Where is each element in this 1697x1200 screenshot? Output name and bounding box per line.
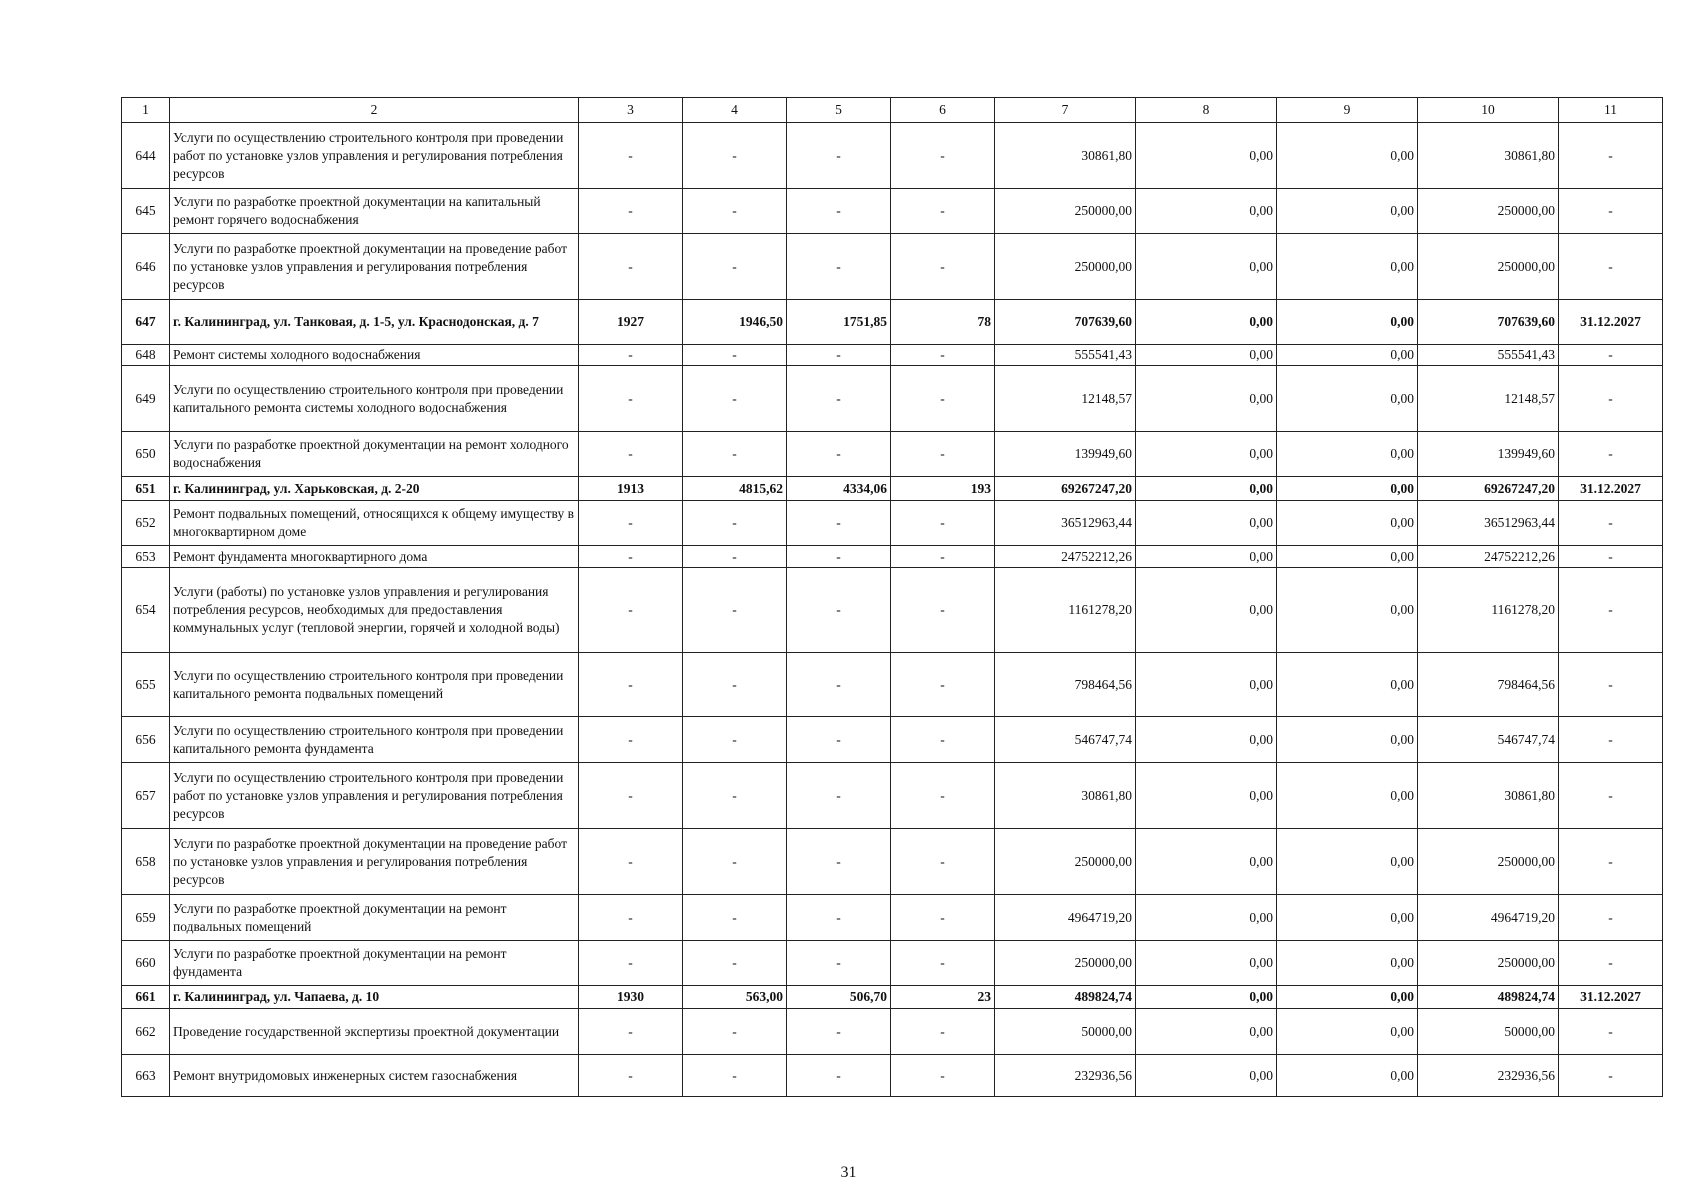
cell-col-11: - (1559, 123, 1663, 189)
cell-col-8: 0,00 (1136, 300, 1277, 345)
cell-col-8: 0,00 (1136, 895, 1277, 941)
cell-col-8: 0,00 (1136, 477, 1277, 501)
row-number: 654 (122, 568, 170, 653)
cell-col-6: - (891, 1009, 995, 1055)
cell-col-8: 0,00 (1136, 1055, 1277, 1097)
cell-col-3: 1930 (579, 986, 683, 1009)
cell-col-5: 1751,85 (787, 300, 891, 345)
cell-col-11: - (1559, 717, 1663, 763)
cell-col-10: 4964719,20 (1418, 895, 1559, 941)
row-number: 659 (122, 895, 170, 941)
table-row (122, 300, 1663, 345)
cell-col-3: 1913 (579, 477, 683, 501)
cell-col-3: - (579, 123, 683, 189)
cell-col-8: 0,00 (1136, 1009, 1277, 1055)
column-header: 11 (1559, 98, 1663, 123)
cell-col-10: 36512963,44 (1418, 501, 1559, 546)
row-number: 648 (122, 345, 170, 366)
cell-col-7: 546747,74 (995, 717, 1136, 763)
cell-col-8: 0,00 (1136, 366, 1277, 432)
column-header: 6 (891, 98, 995, 123)
table-row (122, 895, 1663, 941)
cell-col-9: 0,00 (1277, 189, 1418, 234)
cell-col-11: - (1559, 546, 1663, 568)
row-description: Услуги по осуществлению строительного контроля при проведении капитального ремонта подвальных помещений (170, 653, 579, 717)
cell-col-6: - (891, 501, 995, 546)
row-number: 662 (122, 1009, 170, 1055)
row-description: Услуги (работы) по установке узлов управления и регулирования потребления ресурсов, необходимых для предоставления коммунальных услуг (тепловой энергии, горячей и холодной воды) (170, 568, 579, 653)
cell-col-3: - (579, 366, 683, 432)
cell-col-5: - (787, 568, 891, 653)
cell-col-5: 4334,06 (787, 477, 891, 501)
cell-col-8: 0,00 (1136, 568, 1277, 653)
cell-col-9: 0,00 (1277, 717, 1418, 763)
cell-col-10: 250000,00 (1418, 234, 1559, 300)
cell-col-7: 250000,00 (995, 189, 1136, 234)
cell-col-6: - (891, 345, 995, 366)
cell-col-5: - (787, 345, 891, 366)
cell-col-5: - (787, 123, 891, 189)
row-description: Услуги по разработке проектной документации на ремонт холодного водоснабжения (170, 432, 579, 477)
column-header: 1 (122, 98, 170, 123)
cell-col-9: 0,00 (1277, 366, 1418, 432)
row-description: Услуги по разработке проектной документации на ремонт фундамента (170, 941, 579, 986)
cell-col-8: 0,00 (1136, 123, 1277, 189)
cell-col-11: - (1559, 345, 1663, 366)
cell-col-11: - (1559, 763, 1663, 829)
cell-col-9: 0,00 (1277, 763, 1418, 829)
row-description: Ремонт подвальных помещений, относящихся к общему имуществу в многоквартирном доме (170, 501, 579, 546)
table-row (122, 345, 1663, 366)
row-number: 645 (122, 189, 170, 234)
cell-col-3: - (579, 1009, 683, 1055)
cell-col-6: 23 (891, 986, 995, 1009)
cell-col-10: 139949,60 (1418, 432, 1559, 477)
cell-col-9: 0,00 (1277, 829, 1418, 895)
cell-col-10: 250000,00 (1418, 941, 1559, 986)
table-row (122, 477, 1663, 501)
column-header: 7 (995, 98, 1136, 123)
cell-col-9: 0,00 (1277, 653, 1418, 717)
cell-col-4: - (683, 941, 787, 986)
cell-col-4: - (683, 653, 787, 717)
cell-col-9: 0,00 (1277, 432, 1418, 477)
row-number: 656 (122, 717, 170, 763)
table-row (122, 1009, 1663, 1055)
cell-col-3: - (579, 234, 683, 300)
cell-col-5: - (787, 366, 891, 432)
column-header: 2 (170, 98, 579, 123)
cell-col-8: 0,00 (1136, 189, 1277, 234)
cell-col-6: - (891, 234, 995, 300)
cell-col-4: - (683, 568, 787, 653)
cell-col-8: 0,00 (1136, 432, 1277, 477)
table-row (122, 234, 1663, 300)
row-number: 655 (122, 653, 170, 717)
cell-col-7: 250000,00 (995, 829, 1136, 895)
row-number: 647 (122, 300, 170, 345)
cell-col-3: - (579, 345, 683, 366)
cell-col-10: 1161278,20 (1418, 568, 1559, 653)
cell-col-4: - (683, 546, 787, 568)
table-row (122, 123, 1663, 189)
cell-col-6: 78 (891, 300, 995, 345)
cell-col-4: - (683, 1009, 787, 1055)
column-header-row (122, 98, 1663, 123)
cell-col-7: 36512963,44 (995, 501, 1136, 546)
row-description: Проведение государственной экспертизы проектной документации (170, 1009, 579, 1055)
cell-col-6: - (891, 717, 995, 763)
cell-col-3: - (579, 1055, 683, 1097)
cell-col-6: - (891, 829, 995, 895)
table-row (122, 986, 1663, 1009)
cell-col-6: - (891, 189, 995, 234)
cell-col-8: 0,00 (1136, 653, 1277, 717)
cell-col-7: 4964719,20 (995, 895, 1136, 941)
row-description: г. Калининград, ул. Харьковская, д. 2-20 (170, 477, 579, 501)
cell-col-10: 50000,00 (1418, 1009, 1559, 1055)
cell-col-11: 31.12.2027 (1559, 477, 1663, 501)
cell-col-4: 563,00 (683, 986, 787, 1009)
column-header: 3 (579, 98, 683, 123)
cell-col-10: 546747,74 (1418, 717, 1559, 763)
cell-col-11: - (1559, 1055, 1663, 1097)
table-row (122, 653, 1663, 717)
cell-col-3: - (579, 432, 683, 477)
cell-col-3: - (579, 895, 683, 941)
cell-col-3: - (579, 763, 683, 829)
cell-col-3: - (579, 829, 683, 895)
cell-col-7: 555541,43 (995, 345, 1136, 366)
cell-col-3: - (579, 941, 683, 986)
cell-col-4: - (683, 829, 787, 895)
table-row (122, 366, 1663, 432)
cell-col-11: 31.12.2027 (1559, 986, 1663, 1009)
cell-col-5: 506,70 (787, 986, 891, 1009)
row-number: 649 (122, 366, 170, 432)
cell-col-9: 0,00 (1277, 234, 1418, 300)
cell-col-5: - (787, 189, 891, 234)
table-row (122, 546, 1663, 568)
cell-col-5: - (787, 653, 891, 717)
table-row (122, 568, 1663, 653)
row-description: г. Калининград, ул. Танковая, д. 1-5, ул. Краснодонская, д. 7 (170, 300, 579, 345)
cell-col-3: - (579, 546, 683, 568)
table-row (122, 501, 1663, 546)
cell-col-4: - (683, 189, 787, 234)
row-description: Услуги по разработке проектной документации на капитальный ремонт горячего водоснабжения (170, 189, 579, 234)
cell-col-9: 0,00 (1277, 1055, 1418, 1097)
column-header: 9 (1277, 98, 1418, 123)
row-number: 660 (122, 941, 170, 986)
row-description: Услуги по осуществлению строительного контроля при проведении капитального ремонта системы холодного водоснабжения (170, 366, 579, 432)
row-number: 652 (122, 501, 170, 546)
cell-col-5: - (787, 1009, 891, 1055)
cell-col-5: - (787, 763, 891, 829)
cell-col-5: - (787, 941, 891, 986)
cell-col-8: 0,00 (1136, 234, 1277, 300)
column-header: 4 (683, 98, 787, 123)
cell-col-5: - (787, 1055, 891, 1097)
cell-col-7: 798464,56 (995, 653, 1136, 717)
row-number: 646 (122, 234, 170, 300)
cell-col-4: - (683, 895, 787, 941)
cell-col-11: - (1559, 829, 1663, 895)
cell-col-8: 0,00 (1136, 717, 1277, 763)
cell-col-4: 1946,50 (683, 300, 787, 345)
cell-col-7: 489824,74 (995, 986, 1136, 1009)
cell-col-6: - (891, 763, 995, 829)
cell-col-10: 24752212,26 (1418, 546, 1559, 568)
cell-col-10: 232936,56 (1418, 1055, 1559, 1097)
cell-col-6: - (891, 895, 995, 941)
cell-col-7: 69267247,20 (995, 477, 1136, 501)
cell-col-3: 1927 (579, 300, 683, 345)
cell-col-10: 798464,56 (1418, 653, 1559, 717)
row-description: г. Калининград, ул. Чапаева, д. 10 (170, 986, 579, 1009)
cell-col-4: - (683, 501, 787, 546)
cell-col-5: - (787, 829, 891, 895)
cell-col-8: 0,00 (1136, 546, 1277, 568)
cell-col-9: 0,00 (1277, 501, 1418, 546)
cell-col-5: - (787, 501, 891, 546)
row-number: 658 (122, 829, 170, 895)
row-number: 644 (122, 123, 170, 189)
cell-col-6: - (891, 1055, 995, 1097)
cell-col-11: - (1559, 432, 1663, 477)
cell-col-5: - (787, 895, 891, 941)
cell-col-4: - (683, 123, 787, 189)
cell-col-4: - (683, 234, 787, 300)
cell-col-11: - (1559, 366, 1663, 432)
row-description: Ремонт фундамента многоквартирного дома (170, 546, 579, 568)
column-header: 8 (1136, 98, 1277, 123)
cell-col-6: - (891, 366, 995, 432)
table-row (122, 189, 1663, 234)
row-description: Услуги по разработке проектной документации на проведение работ по установке узлов управления и регулирования потребления ресурсов (170, 234, 579, 300)
table-row (122, 717, 1663, 763)
cell-col-7: 232936,56 (995, 1055, 1136, 1097)
cell-col-4: - (683, 1055, 787, 1097)
row-number: 663 (122, 1055, 170, 1097)
cell-col-11: - (1559, 234, 1663, 300)
cell-col-9: 0,00 (1277, 568, 1418, 653)
cell-col-8: 0,00 (1136, 501, 1277, 546)
cell-col-5: - (787, 432, 891, 477)
cell-col-10: 12148,57 (1418, 366, 1559, 432)
cell-col-3: - (579, 653, 683, 717)
table-row (122, 763, 1663, 829)
cell-col-10: 555541,43 (1418, 345, 1559, 366)
cell-col-6: - (891, 432, 995, 477)
cell-col-11: - (1559, 1009, 1663, 1055)
cell-col-9: 0,00 (1277, 1009, 1418, 1055)
cell-col-3: - (579, 189, 683, 234)
cell-col-8: 0,00 (1136, 829, 1277, 895)
row-number: 657 (122, 763, 170, 829)
cell-col-9: 0,00 (1277, 345, 1418, 366)
cell-col-11: - (1559, 501, 1663, 546)
cell-col-10: 30861,80 (1418, 123, 1559, 189)
cell-col-11: - (1559, 895, 1663, 941)
row-description: Ремонт системы холодного водоснабжения (170, 345, 579, 366)
cell-col-10: 30861,80 (1418, 763, 1559, 829)
cell-col-9: 0,00 (1277, 895, 1418, 941)
row-number: 653 (122, 546, 170, 568)
cell-col-11: - (1559, 941, 1663, 986)
cell-col-3: - (579, 568, 683, 653)
cell-col-7: 12148,57 (995, 366, 1136, 432)
cell-col-8: 0,00 (1136, 345, 1277, 366)
cell-col-6: - (891, 546, 995, 568)
cell-col-7: 707639,60 (995, 300, 1136, 345)
cell-col-9: 0,00 (1277, 986, 1418, 1009)
cell-col-4: - (683, 345, 787, 366)
table-row (122, 1055, 1663, 1097)
cell-col-6: - (891, 568, 995, 653)
cell-col-3: - (579, 717, 683, 763)
row-description: Ремонт внутридомовых инженерных систем газоснабжения (170, 1055, 579, 1097)
row-description: Услуги по осуществлению строительного контроля при проведении работ по установке узлов управления и регулирования потребления ресурсов (170, 123, 579, 189)
cell-col-10: 707639,60 (1418, 300, 1559, 345)
cell-col-10: 250000,00 (1418, 189, 1559, 234)
cell-col-10: 489824,74 (1418, 986, 1559, 1009)
row-number: 651 (122, 477, 170, 501)
cell-col-5: - (787, 717, 891, 763)
row-description: Услуги по разработке проектной документации на проведение работ по установке узлов управления и регулирования потребления ресурсов (170, 829, 579, 895)
column-header: 10 (1418, 98, 1559, 123)
cell-col-7: 30861,80 (995, 763, 1136, 829)
table-row (122, 829, 1663, 895)
cell-col-8: 0,00 (1136, 986, 1277, 1009)
row-number: 650 (122, 432, 170, 477)
cell-col-9: 0,00 (1277, 300, 1418, 345)
cell-col-6: - (891, 941, 995, 986)
cell-col-7: 24752212,26 (995, 546, 1136, 568)
cell-col-7: 250000,00 (995, 941, 1136, 986)
cell-col-4: - (683, 432, 787, 477)
row-description: Услуги по осуществлению строительного контроля при проведении работ по установке узлов управления и регулирования потребления ресурсов (170, 763, 579, 829)
table-row (122, 432, 1663, 477)
cell-col-9: 0,00 (1277, 546, 1418, 568)
cell-col-7: 250000,00 (995, 234, 1136, 300)
cell-col-7: 1161278,20 (995, 568, 1136, 653)
cell-col-10: 250000,00 (1418, 829, 1559, 895)
cell-col-9: 0,00 (1277, 123, 1418, 189)
page-number: 31 (840, 1164, 857, 1181)
column-header: 5 (787, 98, 891, 123)
cell-col-8: 0,00 (1136, 763, 1277, 829)
table-row (122, 941, 1663, 986)
cell-col-6: - (891, 123, 995, 189)
cell-col-9: 0,00 (1277, 941, 1418, 986)
cell-col-4: - (683, 366, 787, 432)
cell-col-11: - (1559, 653, 1663, 717)
cell-col-4: - (683, 763, 787, 829)
cell-col-7: 30861,80 (995, 123, 1136, 189)
cell-col-10: 69267247,20 (1418, 477, 1559, 501)
cell-col-7: 50000,00 (995, 1009, 1136, 1055)
cell-col-11: - (1559, 568, 1663, 653)
cell-col-5: - (787, 546, 891, 568)
row-number: 661 (122, 986, 170, 1009)
works-table (121, 97, 1663, 1097)
cell-col-6: 193 (891, 477, 995, 501)
cell-col-11: - (1559, 189, 1663, 234)
row-description: Услуги по осуществлению строительного контроля при проведении капитального ремонта фундамента (170, 717, 579, 763)
cell-col-11: 31.12.2027 (1559, 300, 1663, 345)
table-body (122, 98, 1663, 1097)
cell-col-6: - (891, 653, 995, 717)
cell-col-5: - (787, 234, 891, 300)
cell-col-4: 4815,62 (683, 477, 787, 501)
cell-col-8: 0,00 (1136, 941, 1277, 986)
cell-col-4: - (683, 717, 787, 763)
cell-col-3: - (579, 501, 683, 546)
cell-col-9: 0,00 (1277, 477, 1418, 501)
cell-col-7: 139949,60 (995, 432, 1136, 477)
row-description: Услуги по разработке проектной документации на ремонт подвальных помещений (170, 895, 579, 941)
